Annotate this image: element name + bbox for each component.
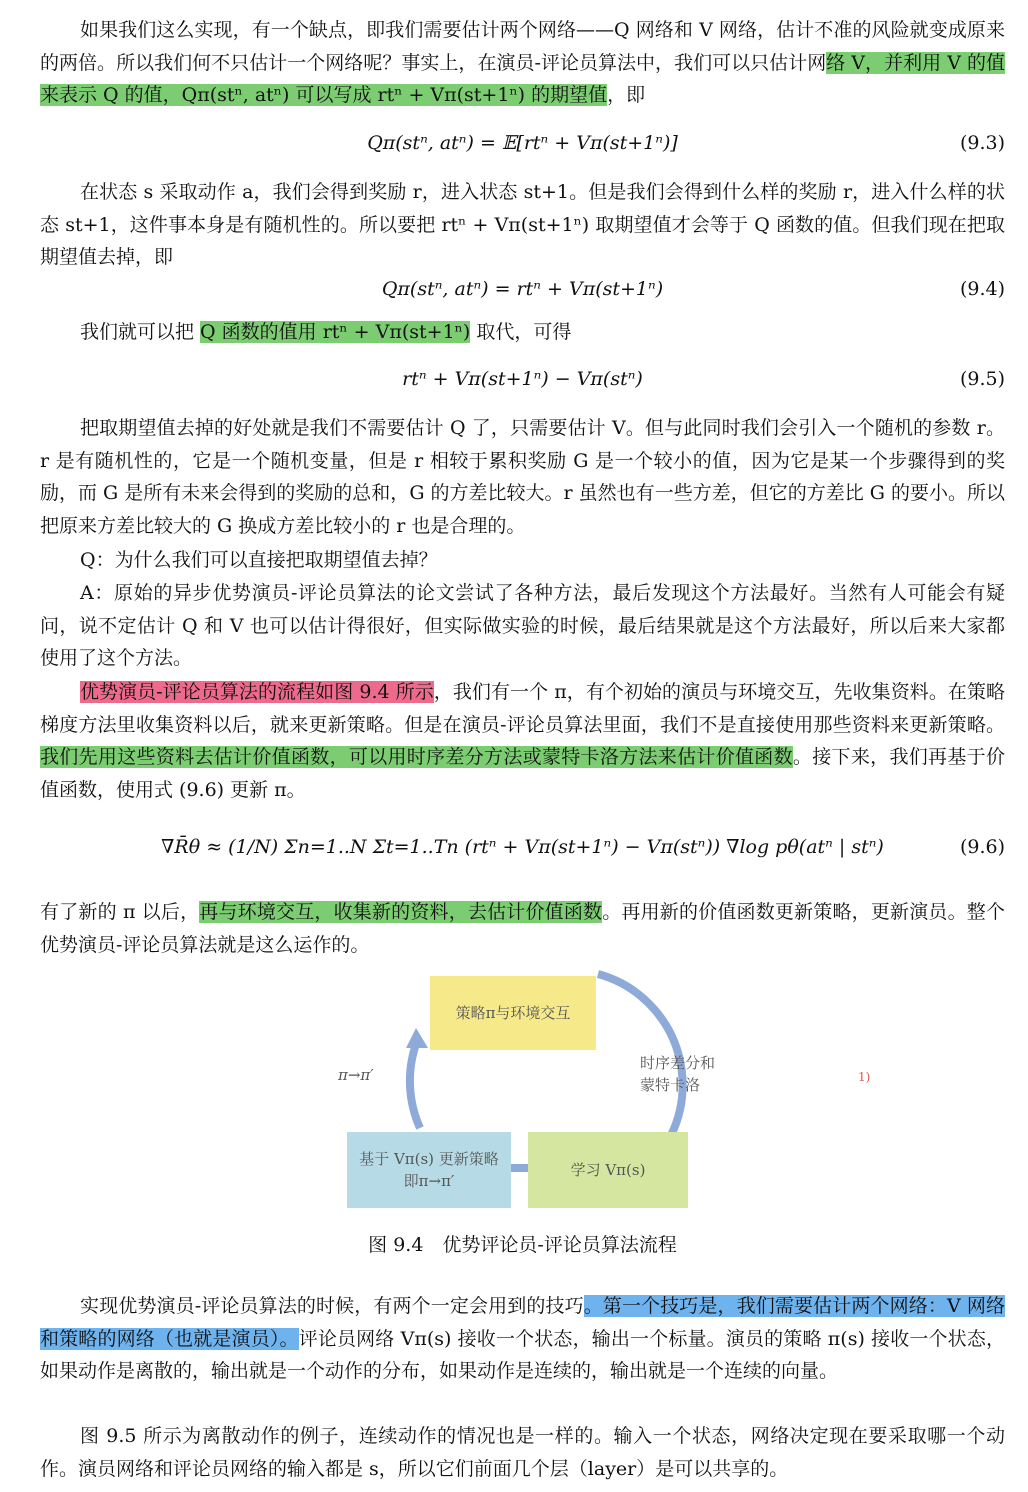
- equation-number: (9.3): [959, 132, 1005, 154]
- para1-tail: ，即: [607, 84, 646, 106]
- box-learn-value: 学习 Vπ(s): [528, 1132, 688, 1208]
- highlight-green-1: 络 V，并利用 V 的值来表示 Q 的值，Qπ(stⁿ, atⁿ) 可以写成 rtⁿ + Vπ(st+1ⁿ) 的期望值: [40, 51, 1005, 106]
- equation-expr: ∇R̄θ ≈ (1/N) Σn=1..N Σt=1..Tn (rtⁿ + Vπ(st+1ⁿ) − Vπ(stⁿ)) ∇log pθ(atⁿ | stⁿ): [161, 836, 884, 858]
- para7-tail: 评论员网络 Vπ(s) 接收一个状态，输出一个标量。演员的策略 π(s) 接收一个状态，如果动作是离散的，输出就是一个动作的分布，如果动作是连续的，输出就是一个连续的向量。: [40, 1327, 1005, 1382]
- para5-tail: 。接下来，我们再基于价值函数，使用式 (9.6) 更新 π。: [40, 746, 1005, 801]
- highlight-red: 优势演员-评论员算法的流程如图 9.4 所示: [80, 681, 434, 703]
- box-update-line-1: 基于 Vπ(s) 更新策略: [359, 1150, 499, 1168]
- paragraph-1: [40, 14, 1005, 112]
- box-update-line-2: 即π→π′: [403, 1172, 455, 1190]
- label-policy-update: π→π′: [338, 1066, 374, 1084]
- arrowhead-icon: [406, 1028, 428, 1048]
- equation-9-5: [40, 362, 1005, 402]
- paragraph-5: [40, 676, 1005, 806]
- box-interact: 策略π与环境交互: [430, 976, 596, 1050]
- equation-number: (9.5): [959, 368, 1005, 390]
- label-td-mc-line-1: 时序差分和: [640, 1054, 716, 1072]
- paragraph-4: 把取期望值去掉的好处就是我们不需要估计 Q 了，只需要估计 V。但与此同时我们会引入一个随机的参数 r。r 是有随机性的，它是一个随机变量，但是 r 相较于累积奖励 G 是一个较小的值，因为它是某一个步骤得到的奖励，而 G 是所有未来会得到的奖励的总和，G 的方差比较大。r 虽然也有一些方差，但它的方差比 G 的要小。所以把原来方差比较大的 G 换成方差比较小的 r 也是合理的。: [40, 417, 1005, 537]
- equation-number: (9.4): [959, 278, 1005, 300]
- arrow-left-to-top: [410, 1044, 420, 1128]
- paragraph-7: [40, 1290, 1005, 1388]
- footnote-marker: 1): [858, 1070, 871, 1084]
- equation-9-6: [40, 830, 1005, 870]
- para5-text: ，我们有一个 π，有个初始的演员与环境交互，先收集资料。在策略梯度方法里收集资料以后，就来更新策略。但是在演员-评论员算法里面，我们不是直接使用那些资料来更新策略。: [40, 681, 1006, 736]
- label-td-mc: [640, 1052, 715, 1096]
- label-td-mc-line-2: 蒙特卡洛: [640, 1076, 701, 1094]
- highlight-green-3: 我们先用这些资料去估计价值函数，可以用时序差分方法或蒙特卡洛方法来估计价值函数: [40, 746, 793, 768]
- para7-text: 实现优势演员-评论员算法的时候，有两个一定会用到的技巧: [80, 1295, 584, 1317]
- answer: A：原始的异步优势演员-评论员算法的论文尝试了各种方法，最后发现这个方法最好。当然有人可能会有疑问，说不定估计 Q 和 V 也可以估计得很好，但实际做实验的时候，最后结果就是这个方法最好，所以后来大家都使用了这个方法。: [40, 582, 1005, 669]
- equation-9-3: [40, 126, 1005, 166]
- para1-text: 如果我们这么实现，有一个缺点，即我们需要估计两个网络——Q 网络和 V 网络，估计不准的风险就变成原来的两倍。所以我们何不只估计一个网络呢？事实上，在演员-评论员算法中，我们可以只估计网: [40, 19, 1005, 74]
- paragraph-2: 在状态 s 采取动作 a，我们会得到奖励 r，进入状态 st+1。但是我们会得到什么样的奖励 r，进入什么样的状态 st+1，这件事本身是有随机性的。所以要把 rtⁿ + Vπ(st+1ⁿ) 取期望值才会等于 Q 函数的值。但我们现在把取期望值去掉，即: [40, 181, 1005, 268]
- highlight-green-4: 再与环境交互，收集新的资料，去估计价值函数: [199, 901, 603, 923]
- box-update-policy: [347, 1132, 511, 1208]
- para6-tail: 。再用新的价值函数更新策略，更新演员。整个优势演员-评论员算法就是这么运作的。: [40, 901, 1005, 956]
- para3-text: 我们就可以把: [80, 321, 201, 343]
- paragraph-6: [40, 896, 1005, 961]
- equation-expr: rtⁿ + Vπ(st+1ⁿ) − Vπ(stⁿ): [402, 368, 643, 390]
- paragraph-8: 图 9.5 所示为离散动作的例子，连续动作的情况也是一样的。输入一个状态，网络决定现在要采取哪一个动作。演员网络和评论员网络的输入都是 s，所以它们前面几个层（layer）是可以共享的。: [40, 1425, 1005, 1480]
- figure-9-4: [320, 968, 940, 1218]
- equation-expr: Qπ(stⁿ, atⁿ) = 𝔼[rtⁿ + Vπ(st+1ⁿ)]: [367, 132, 678, 154]
- figure-caption: 图 9.4 优势评论员-评论员算法流程: [368, 1234, 677, 1256]
- equation-9-4: [40, 272, 1005, 312]
- highlight-blue: 。第一个技巧是，我们需要估计两个网络：V 网络和策略的网络（也就是演员）。: [40, 1295, 1006, 1350]
- para3-tail: 取代，可得: [470, 321, 572, 343]
- question: Q：为什么我们可以直接把取期望值去掉？: [80, 549, 438, 571]
- paragraph-3: [40, 316, 1005, 349]
- equation-expr: Qπ(stⁿ, atⁿ) = rtⁿ + Vπ(st+1ⁿ): [381, 278, 664, 300]
- equation-number: (9.6): [959, 836, 1005, 858]
- highlight-green-2: Q 函数的值用 rtⁿ + Vπ(st+1ⁿ): [200, 321, 471, 343]
- para6-text: 有了新的 π 以后，: [40, 901, 200, 923]
